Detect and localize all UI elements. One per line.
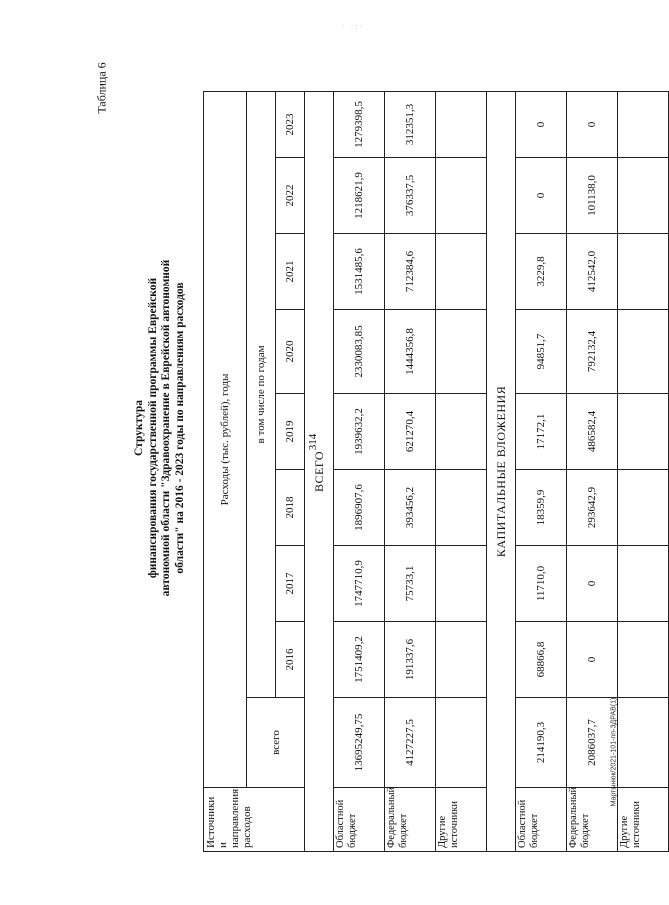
cell-value [618, 310, 669, 394]
cell-total: 2086037,7 [567, 698, 618, 788]
cell-value: 0 [516, 158, 567, 234]
header-year: 2023 [276, 91, 305, 157]
cell-total: 214190,3 [516, 698, 567, 788]
cell-value: 312351,3 [385, 91, 436, 157]
cell-value: 1531485,6 [334, 234, 385, 310]
cell-value: 11710,0 [516, 546, 567, 622]
cell-total: 4127227,5 [385, 698, 436, 788]
header-year: 2019 [276, 394, 305, 470]
cell-value [436, 394, 487, 470]
table-row [385, 91, 436, 851]
cell-value: 293642,9 [567, 470, 618, 546]
cell-value [436, 234, 487, 310]
section-title: КАПИТАЛЬНЫЕ ВЛОЖЕНИЯ [487, 91, 516, 851]
cell-value: 191337,6 [385, 622, 436, 698]
cell-value [618, 394, 669, 470]
cell-value [618, 546, 669, 622]
table-body [204, 91, 669, 851]
cell-value: 0 [516, 91, 567, 157]
header-year: 2022 [276, 158, 305, 234]
document-code: Мартынюк/2021-101-пп-ЗДРАВ(1) [610, 697, 618, 807]
table-label: Таблица 6 [94, 62, 109, 114]
cell-value: 0 [567, 91, 618, 157]
header-year: 2018 [276, 470, 305, 546]
cell-value: 0 [567, 622, 618, 698]
heading-line: Структура [133, 400, 145, 456]
header-source: Источники и направления расходов [204, 788, 305, 852]
page-number: 314 [307, 433, 319, 451]
cell-value [618, 158, 669, 234]
cell-value: 18359,9 [516, 470, 567, 546]
row-source: Областной бюджет [516, 788, 567, 852]
cell-value [436, 622, 487, 698]
cell-total [618, 698, 669, 788]
cell-value: 75733,1 [385, 546, 436, 622]
table-row [618, 91, 669, 851]
cell-value: 486582,4 [567, 394, 618, 470]
header-row [204, 91, 247, 851]
financing-table [203, 91, 669, 852]
cell-value: 68866,8 [516, 622, 567, 698]
header-total: всего [247, 698, 305, 788]
cell-value: 0 [567, 546, 618, 622]
cell-value [436, 546, 487, 622]
cell-value: 1939632,2 [334, 394, 385, 470]
row-source: Областной бюджет [334, 788, 385, 852]
cell-value: 1279398,5 [334, 91, 385, 157]
table-row [516, 91, 567, 851]
header-expenses: Расходы (тыс. рублей), годы [204, 91, 247, 787]
section-row [487, 91, 516, 851]
header-year: 2016 [276, 622, 305, 698]
cell-value: 393456,2 [385, 470, 436, 546]
heading-line: области" на 2016 - 2023 годы по направлениям расходов [173, 282, 186, 574]
cell-value: 792132,4 [567, 310, 618, 394]
row-source: Федеральный бюджет [385, 788, 436, 852]
cell-value: 3229,8 [516, 234, 567, 310]
cell-value: 621270,4 [385, 394, 436, 470]
cell-value: 1747710,9 [334, 546, 385, 622]
row-source: Федеральный бюджет [567, 788, 618, 852]
cell-value [618, 234, 669, 310]
document-heading [133, 228, 187, 628]
table-row [334, 91, 385, 851]
cell-value [436, 310, 487, 394]
heading-line: автономной области "Здравоохранение в Еврейской автономной [160, 259, 172, 597]
cell-total: 13695249,75 [334, 698, 385, 788]
header-year: 2020 [276, 310, 305, 394]
header-by-years: в том числе по годам [247, 91, 276, 697]
section-row [305, 91, 334, 851]
header-row [247, 91, 276, 851]
cell-value: 712384,6 [385, 234, 436, 310]
row-source: Другие источники [436, 788, 487, 852]
cell-value: 1444356,8 [385, 310, 436, 394]
cell-value: 2330083,85 [334, 310, 385, 394]
row-source: Другие источники [618, 788, 669, 852]
cell-value: 17172,1 [516, 394, 567, 470]
scan-smudge: · ·:· [342, 22, 365, 31]
cell-total [436, 698, 487, 788]
heading-line: финансирования государственной программы Еврейской [146, 277, 159, 579]
header-year: 2017 [276, 546, 305, 622]
cell-value: 412542,0 [567, 234, 618, 310]
section-title: ВСЕГО [305, 91, 334, 851]
cell-value: 1751409,2 [334, 622, 385, 698]
cell-value: 101138,0 [567, 158, 618, 234]
table-row [567, 91, 618, 851]
cell-value: 376337,5 [385, 158, 436, 234]
cell-value [618, 622, 669, 698]
cell-value [436, 91, 487, 157]
cell-value [618, 470, 669, 546]
cell-value [436, 470, 487, 546]
cell-value [618, 91, 669, 157]
table-row [436, 91, 487, 851]
header-year: 2021 [276, 234, 305, 310]
cell-value: 1896907,6 [334, 470, 385, 546]
cell-value: 1218621,9 [334, 158, 385, 234]
cell-value: 94851,7 [516, 310, 567, 394]
cell-value [436, 158, 487, 234]
